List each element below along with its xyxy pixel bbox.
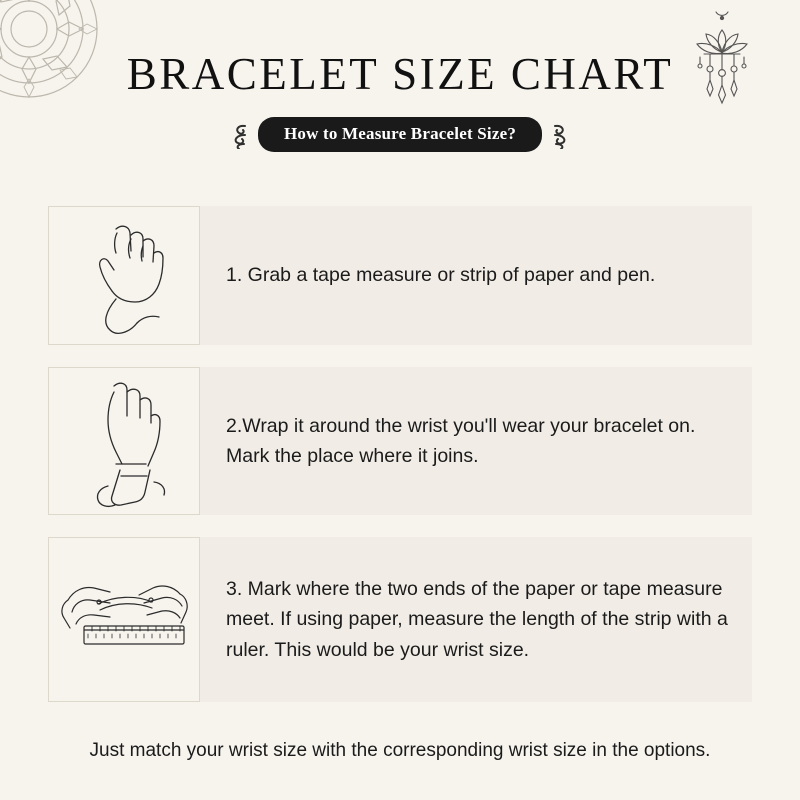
step-1-illustration <box>48 206 200 345</box>
list-item <box>48 367 752 515</box>
hands-measuring-strip-with-ruler-icon <box>54 560 194 680</box>
footer-note: Just match your wrist size with the corresponding wrist size in the options. <box>89 740 711 761</box>
swirl-flourish-left-icon <box>223 121 249 149</box>
steps-list <box>48 206 752 724</box>
hand-fist-with-tape-icon <box>64 213 184 339</box>
document-header <box>0 49 800 152</box>
hand-wrist-wrapped-tape-icon <box>64 374 184 508</box>
list-item <box>48 537 752 702</box>
subtitle-badge: How to Measure Bracelet Size? <box>258 117 542 152</box>
subtitle-row <box>0 117 800 152</box>
step-3-text: 3. Mark where the two ends of the paper or tape measure meet. If using paper, measure the length of the strip with a ruler. This would be your wrist size. <box>226 578 728 661</box>
step-2-illustration <box>48 367 200 515</box>
step-2-text: 2.Wrap it around the wrist you'll wear your bracelet on. Mark the place where it joins. <box>226 414 696 467</box>
step-3-illustration <box>48 537 200 702</box>
list-item <box>48 206 752 345</box>
step-1-text: 1. Grab a tape measure or strip of paper and pen. <box>226 264 656 287</box>
swirl-flourish-right-icon <box>551 121 577 149</box>
page-title: BRACELET SIZE CHART <box>126 49 674 99</box>
